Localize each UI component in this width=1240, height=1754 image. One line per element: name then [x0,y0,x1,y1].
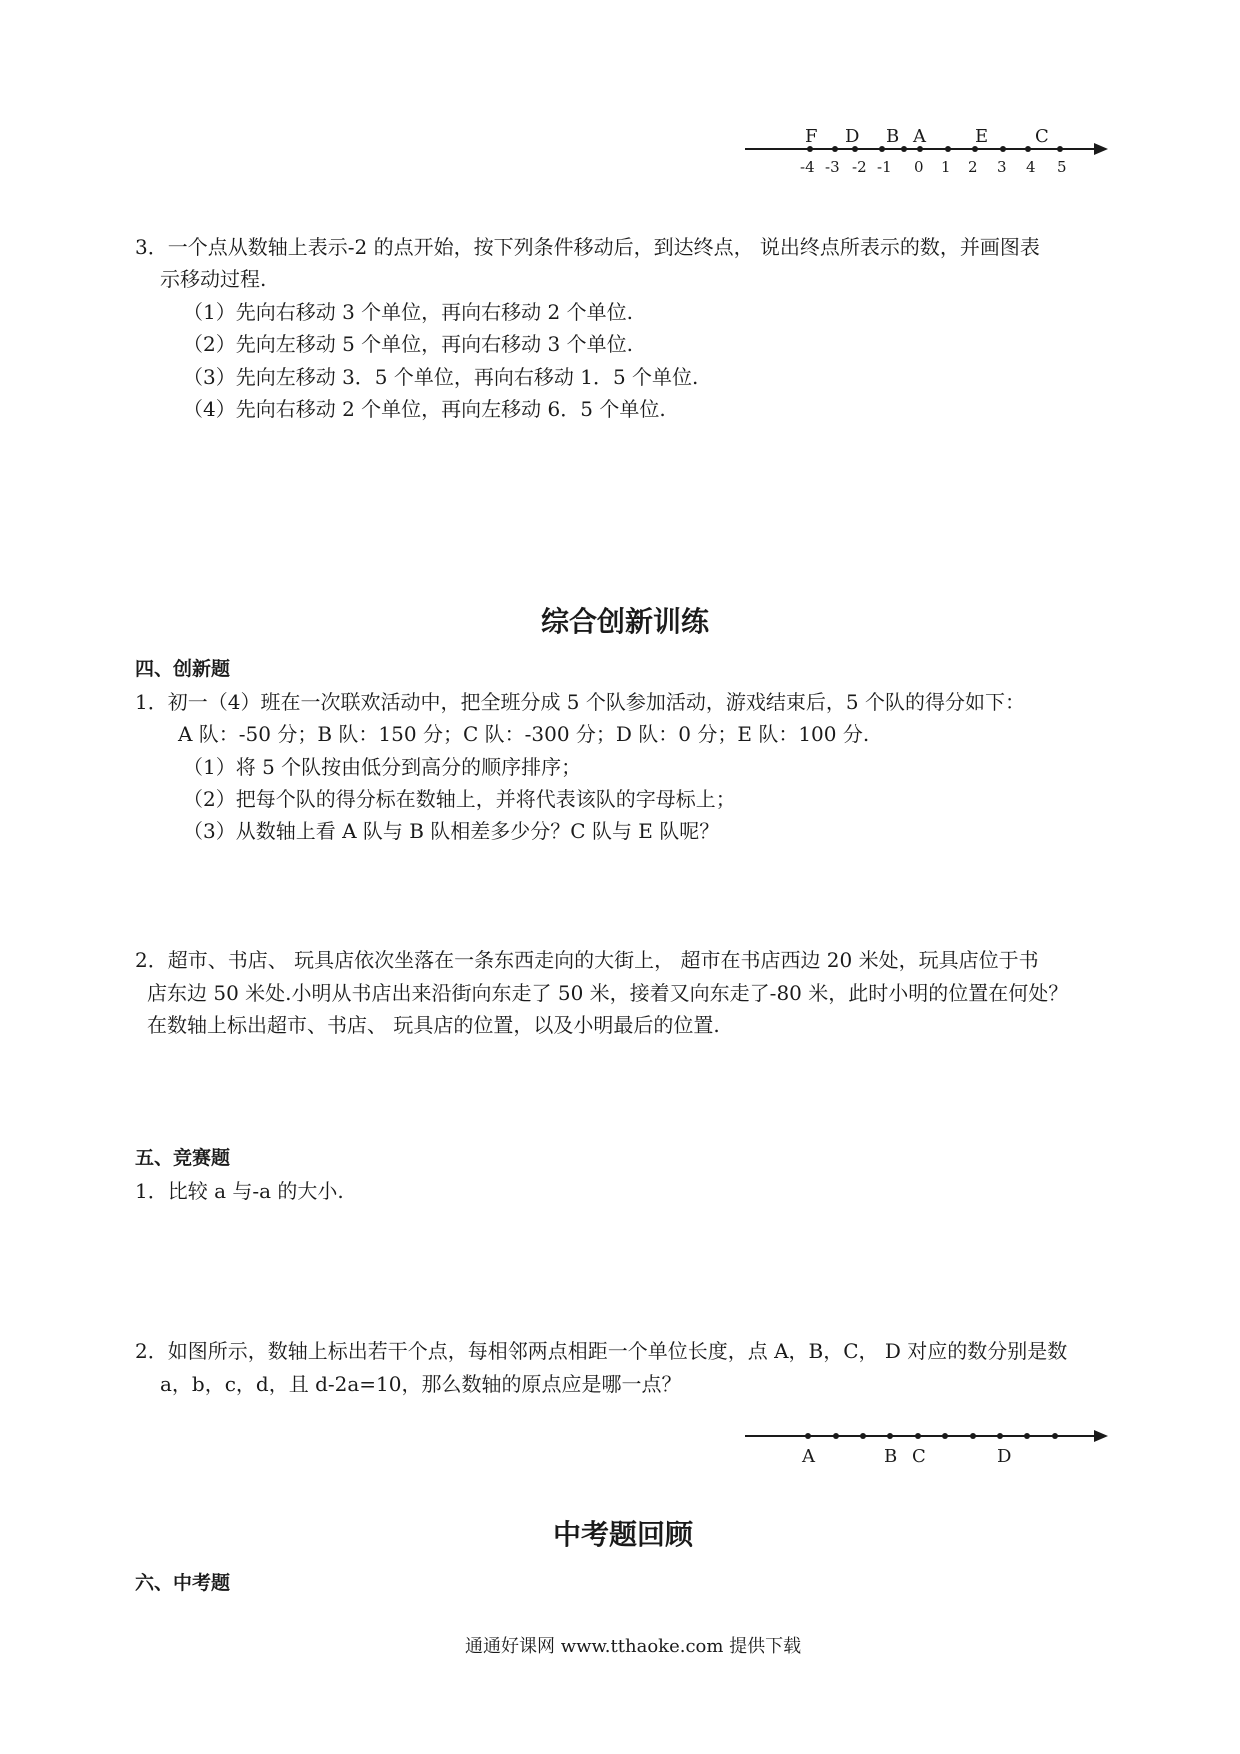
tick-label: -3 [825,158,840,176]
dot [860,1433,866,1439]
tick-numbers [800,158,1067,176]
point-letters [801,1446,1011,1467]
s2-q2-line1: 2．如图所示，数轴上标出若干个点，每相邻两点相距一个单位长度，点 A，B，C， D 对应的数分别是数 [135,1339,1068,1363]
dot [805,1433,811,1439]
dot [915,1433,921,1439]
dot [879,146,885,152]
number-line-figure-1 [740,118,1120,180]
s2-q1: 1．比较 a 与-a 的大小. [135,1179,344,1203]
s1-q1-line2: A 队：-50 分；B 队：150 分；C 队：-300 分；D 队：0 分；E 队：100 分. [178,722,870,746]
q3-line1: 3．一个点从数轴上表示-2 的点开始，按下列条件移动后，到达终点， 说出终点所表示的数，并画图表 [135,235,1040,259]
point-label-d: D [845,126,860,147]
dot [1024,1433,1030,1439]
tick-label: 1 [941,158,951,176]
dot [1052,1433,1058,1439]
q3-item-2: （2）先向左移动 5 个单位，再向右移动 3 个单位. [183,332,633,356]
axis-arrow [1094,1430,1108,1442]
section-title-exam-review: 中考题回顾 [553,1518,694,1551]
point-label-f: F [805,126,818,147]
tick-label: 5 [1057,158,1067,176]
s1-q2-line2: 店东边 50 米处.小明从书店出来沿街向东走了 50 米，接着又向东走了-80 米，此时小明的位置在何处？ [147,981,1069,1005]
dot [1000,146,1006,152]
point-label-a: A [913,126,926,147]
dot [970,1433,976,1439]
tick-label: 2 [968,158,978,176]
point-label-d: D [997,1446,1012,1467]
dot [833,1433,839,1439]
q3-item-4: （4）先向右移动 2 个单位，再向左移动 6．5 个单位. [183,397,666,421]
heading-exam-questions: 六、中考题 [135,1572,231,1594]
dot [1057,146,1063,152]
tick-label: 0 [914,158,924,176]
q3-item-1: （1）先向右移动 3 个单位，再向右移动 2 个单位. [183,300,633,324]
point-label-a: A [802,1446,815,1467]
s1-q2-line3: 在数轴上标出超市、书店、 玩具店的位置，以及小明最后的位置. [147,1013,720,1037]
number-line-figure-2 [740,1420,1120,1470]
dot [832,146,838,152]
dot [1025,146,1031,152]
s1-q1-item-2: （2）把每个队的得分标在数轴上，并将代表该队的字母标上； [183,787,736,811]
s1-q1-item-1: （1）将 5 个队按由低分到高分的顺序排序； [183,755,582,779]
s1-q1-item-3: （3）从数轴上看 A 队与 B 队相差多少分？C 队与 E 队呢？ [183,819,720,843]
dot [901,146,907,152]
s1-q1-line1: 1．初一（4）班在一次联欢活动中，把全班分成 5 个队参加活动，游戏结束后，5 个队的得分如下： [135,690,1025,714]
s1-q2-line1: 2．超市、书店、 玩具店依次坐落在一条东西走向的大街上， 超市在书店西边 20 米处，玩具店位于书 [135,948,1039,972]
tick-label: -1 [877,158,892,176]
footer-text: 通通好课网 www.tthaoke.com 提供下载 [465,1636,802,1657]
dot [942,1433,948,1439]
point-label-b: B [886,126,900,147]
point-label-c: C [1035,126,1049,147]
tick-label: -2 [852,158,867,176]
point-letters [805,126,1049,147]
dot [997,1433,1003,1439]
axis-arrow [1094,143,1108,155]
heading-competition-questions: 五、竞赛题 [135,1147,231,1169]
dot [945,146,951,152]
tick-label: -4 [800,158,815,176]
q3-item-3: （3）先向左移动 3．5 个单位，再向右移动 1．5 个单位. [183,365,699,389]
tick-label: 3 [997,158,1007,176]
point-label-b: B [884,1446,898,1467]
section-title-innovation: 综合创新训练 [541,605,710,638]
point-label-e: E [975,126,989,147]
q3-line2: 示移动过程. [160,267,267,291]
point-label-c: C [912,1446,926,1467]
tick-label: 4 [1026,158,1036,176]
dot [887,1433,893,1439]
heading-innovation-questions: 四、创新题 [135,658,231,680]
s2-q2-line2: a，b，c，d，且 d-2a=10，那么数轴的原点应是哪一点？ [160,1372,682,1396]
